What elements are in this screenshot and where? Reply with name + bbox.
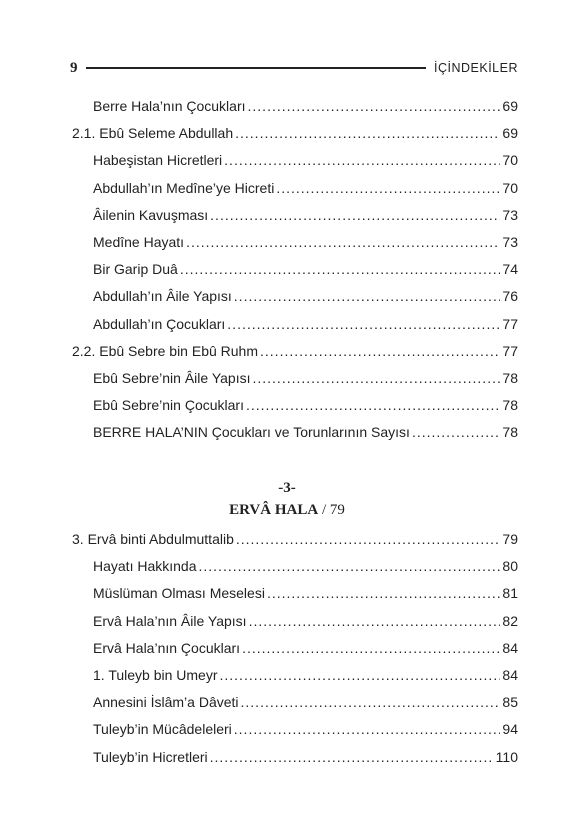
toc-entry-page: 77 [502, 315, 518, 332]
section-page: / 79 [318, 502, 345, 518]
toc-entry-title: Tuleyb’in Hicretleri [93, 748, 208, 765]
dot-leader [210, 206, 500, 224]
toc-entry-title: 2.1. Ebû Seleme Abdullah [72, 125, 234, 142]
toc-entry-title: Hayatı Hakkında [93, 558, 197, 575]
dot-leader [252, 369, 500, 387]
toc-entry-title: Medîne Hayatı [93, 234, 185, 250]
toc-entry-title: Abdullah’ın Âile Yapısı [93, 288, 232, 305]
dot-leader [412, 423, 500, 441]
toc-entry-page: 94 [502, 721, 518, 738]
toc-entry-page: 69 [502, 125, 518, 142]
toc-entry [72, 124, 518, 142]
toc-entry-page: 81 [502, 585, 518, 602]
dot-leader [234, 287, 501, 305]
toc-entry [93, 396, 518, 414]
toc-entry [93, 557, 518, 575]
toc-entry-page: 70 [502, 152, 518, 169]
section-title: ERVÂ HALA [229, 502, 319, 518]
dot-leader [210, 748, 494, 766]
toc-entry [93, 151, 518, 169]
toc-entry-page: 76 [502, 288, 518, 305]
dot-leader [267, 584, 500, 602]
toc-entry [93, 260, 518, 278]
toc-entry [93, 206, 518, 224]
toc-entry-title: Abdullah’ın Çocukları [93, 315, 226, 332]
toc-entry-title: Habeşistan Hicretleri [93, 152, 223, 169]
header-rule [86, 67, 426, 69]
dot-leader [186, 233, 500, 251]
dot-leader [224, 151, 500, 169]
toc-entry-title: 3. Ervâ binti Abdulmuttalib [72, 531, 234, 547]
dot-leader [220, 666, 501, 684]
toc-entry-page: 110 [495, 748, 518, 765]
toc-entry-title: 1. Tuleyb bin Umeyr [93, 667, 218, 683]
toc-entry-title: Ebû Sebre’nin Çocukları [93, 397, 244, 414]
dot-leader [236, 530, 501, 548]
toc-entry [93, 693, 518, 711]
toc-entry-page: 70 [502, 179, 518, 196]
toc-entry-page: 78 [502, 424, 518, 441]
toc-entry [72, 342, 518, 360]
toc-entry-page: 69 [502, 98, 518, 114]
dot-leader [227, 315, 500, 333]
toc-entry-page: 77 [502, 342, 518, 359]
page-number: 9 [70, 59, 78, 76]
toc-entry [93, 720, 518, 738]
dot-leader [235, 124, 500, 142]
toc-entry-page: 73 [502, 234, 518, 250]
toc-entry-page: 85 [502, 694, 518, 711]
toc-entry-title: Müslüman Olması Meselesi [93, 585, 265, 602]
toc-entry [93, 639, 518, 657]
toc-entry [93, 369, 518, 387]
running-header [70, 58, 518, 78]
toc-entry-title: Bir Garip Duâ [93, 261, 178, 278]
toc-entry-title: Abdullah’ın Medîne’ye Hicreti [93, 179, 275, 196]
dot-leader [234, 720, 501, 738]
toc-entry [93, 666, 518, 684]
toc-entry [93, 179, 518, 197]
toc-entry-page: 73 [502, 206, 518, 223]
toc-entry-page: 80 [502, 558, 518, 575]
toc-entry [93, 423, 518, 441]
dot-leader [260, 342, 500, 360]
toc-entry [93, 97, 518, 115]
toc-entry-title: Tuleyb’in Mücâdeleleri [93, 721, 232, 738]
dot-leader [248, 97, 501, 115]
toc-entry [72, 530, 518, 548]
toc-entry [93, 287, 518, 305]
section-heading [0, 502, 574, 519]
toc-entry [93, 584, 518, 602]
toc-entry-page: 78 [502, 370, 518, 386]
dot-leader [242, 639, 500, 657]
toc-entry-title: Annesini İslâm’a Dâveti [93, 694, 239, 711]
toc-entry-title: Ebû Sebre’nin Âile Yapısı [93, 370, 251, 386]
dot-leader [241, 693, 501, 711]
toc-entry [93, 233, 518, 251]
toc-entry-page: 82 [502, 612, 518, 629]
toc-entry-title: Âilenin Kavuşması [93, 206, 209, 223]
dot-leader [246, 396, 500, 414]
toc-entry-page: 79 [502, 531, 518, 547]
toc-entry [93, 315, 518, 333]
toc-entry-title: Ervâ Hala’nın Âile Yapısı [93, 612, 247, 629]
dot-leader [276, 179, 500, 197]
toc-entry-title: BERRE HALA’NIN Çocukları ve Torunlarının Sayısı [93, 424, 410, 441]
toc-entry-page: 74 [502, 261, 518, 278]
dot-leader [249, 612, 501, 630]
toc-entry-title: Ervâ Hala’nın Çocukları [93, 639, 241, 656]
toc-entry [93, 748, 518, 766]
section-number: -3- [278, 480, 296, 496]
toc-entry-page: 84 [502, 667, 518, 683]
toc-entry [93, 612, 518, 630]
header-title: İÇİNDEKİLER [434, 61, 518, 75]
dot-leader [180, 260, 501, 278]
toc-entry-page: 84 [502, 639, 518, 656]
toc-entry-page: 78 [502, 397, 518, 414]
toc-entry-title: 2.2. Ebû Sebre bin Ebû Ruhm [72, 342, 259, 359]
toc-entry-title: Berre Hala’nın Çocukları [93, 98, 246, 114]
dot-leader [199, 557, 501, 575]
